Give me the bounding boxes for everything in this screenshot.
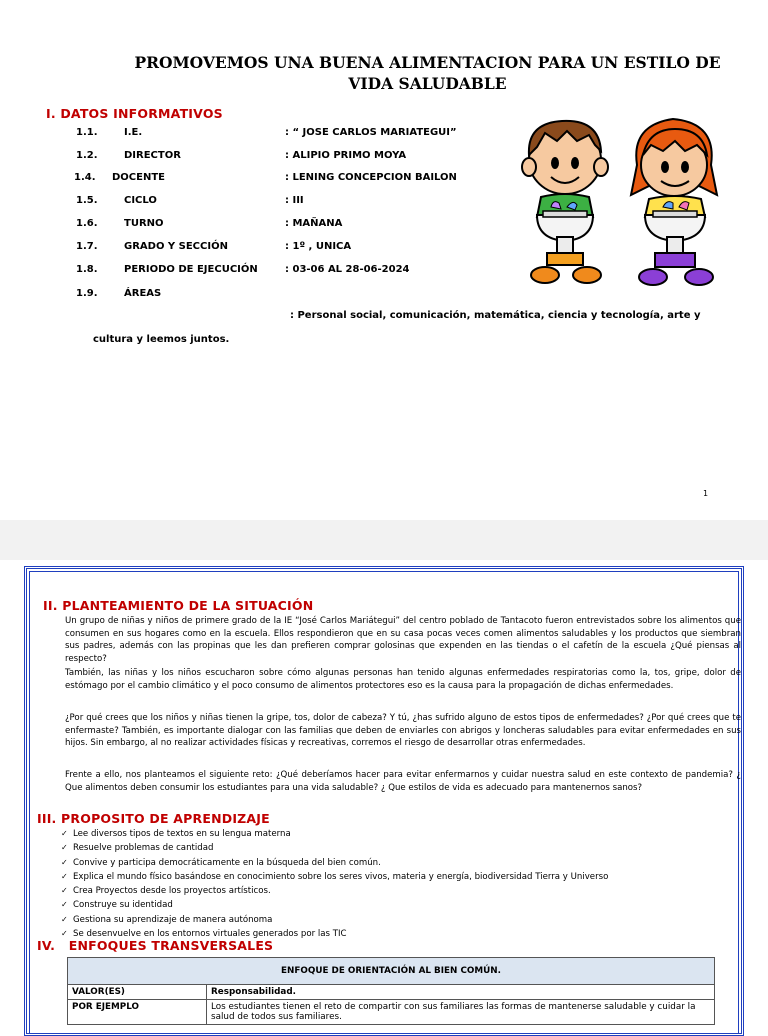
check-icon: ✓ bbox=[61, 900, 68, 910]
row-label-valores: VALOR(ES) bbox=[68, 985, 207, 1000]
info-value: : ALIPIO PRIMO MOYA bbox=[285, 150, 407, 161]
info-num: 1.6. bbox=[76, 218, 98, 229]
purpose-list bbox=[61, 827, 721, 941]
page-number: 1 bbox=[703, 489, 709, 498]
check-icon: ✓ bbox=[61, 914, 68, 924]
info-label: GRADO Y SECCIÓN bbox=[124, 241, 228, 252]
list-item: ✓ Convive y participa democráticamente en la búsqueda del bien común. bbox=[61, 856, 721, 870]
list-item: ✓ Resuelve problemas de cantidad bbox=[61, 841, 721, 855]
children-washing-hands-illustration bbox=[517, 115, 727, 293]
info-num: 1.7. bbox=[76, 241, 98, 252]
info-num: 1.9. bbox=[76, 288, 98, 299]
info-num: 1.4. bbox=[74, 172, 96, 183]
info-label: I.E. bbox=[124, 127, 143, 138]
table-row bbox=[68, 985, 715, 1000]
list-item: ✓ Se desenvuelve en los entornos virtuales generados por las TIC bbox=[61, 927, 721, 941]
title-line-1: PROMOVEMOS UNA BUENA ALIMENTACION PARA UN ESTILO DE bbox=[134, 53, 721, 72]
situation-paragraph-2: También, las niñas y los niños escucharon sobre cómo algunas personas han tenido algunas enfermedades respiratorias como la, tos, gripe, dolor de estómago por el cambio climático y el poco consumo de alimentos protectores eso es la causa para la propagación de dichas enfermedades. bbox=[65, 668, 741, 691]
transversal-approach-table bbox=[67, 957, 715, 1025]
info-label: DIRECTOR bbox=[124, 150, 181, 161]
boy-figure bbox=[522, 121, 608, 283]
title-line-2: VIDA SALUDABLE bbox=[348, 74, 507, 93]
info-num: 1.1. bbox=[76, 127, 98, 138]
info-value: : III bbox=[285, 195, 304, 206]
info-label: CICLO bbox=[124, 195, 157, 206]
info-label: PERIODO DE EJECUCIÓN bbox=[124, 264, 258, 275]
row-value-ejemplo: Los estudiantes tienen el reto de compartir con sus familiares las formas de mantenerse saludable y cuidar la salud de todos sus familiares. bbox=[207, 1000, 715, 1025]
check-icon: ✓ bbox=[61, 857, 68, 867]
info-value: : LENING CONCEPCION BAILON bbox=[285, 172, 457, 183]
info-value: : MAÑANA bbox=[285, 218, 343, 229]
list-item: ✓ Lee diversos tipos de textos en su lengua materna bbox=[61, 827, 721, 841]
check-icon: ✓ bbox=[61, 886, 68, 896]
table-row bbox=[68, 958, 715, 985]
check-icon: ✓ bbox=[61, 843, 68, 853]
list-item: ✓ Gestiona su aprendizaje de manera autónoma bbox=[61, 913, 721, 927]
check-icon: ✓ bbox=[61, 871, 68, 881]
list-item: ✓ Explica el mundo físico basándose en conocimiento sobre los seres vivos, materia y energía, biodiversidad Tierra y Universo bbox=[61, 870, 721, 884]
section-4-heading: IV. ENFOQUES TRANSVERSALES bbox=[37, 938, 274, 953]
situation-paragraph-1: Un grupo de niñas y niños de primere grado de la IE “José Carlos Mariátegui” del centro poblado de Tantacoto fueron entrevistados sobre los alimentos que consumen en sus hogares como en la escuela. Ellos respondieron que en su casa pocas veces comen alimentos saludables y los productos que siembran sus padres, además con las propinas que les dan prefieren comprar golosinas que expenden en las tiendas o el cafetín de la escuela ¿Qué piensas al respecto? bbox=[65, 616, 741, 664]
check-icon: ✓ bbox=[61, 829, 68, 838]
info-num: 1.2. bbox=[76, 150, 98, 161]
info-label: DOCENTE bbox=[112, 172, 165, 183]
row-label-ejemplo: POR EJEMPLO bbox=[68, 1000, 207, 1025]
areas-value-line-2: cultura y leemos juntos. bbox=[93, 334, 230, 345]
list-item: ✓ Crea Proyectos desde los proyectos artísticos. bbox=[61, 884, 721, 898]
page-2-frame bbox=[24, 566, 744, 1036]
table-header: ENFOQUE DE ORIENTACIÓN AL BIEN COMÚN. bbox=[68, 958, 715, 985]
info-num: 1.8. bbox=[76, 264, 98, 275]
girl-figure bbox=[631, 119, 717, 285]
check-icon: ✓ bbox=[61, 929, 68, 939]
info-value: : 03-06 AL 28-06-2024 bbox=[285, 264, 410, 275]
info-value: : “ JOSE CARLOS MARIATEGUI” bbox=[285, 127, 457, 138]
info-label: TURNO bbox=[124, 218, 164, 229]
table-row bbox=[68, 1000, 715, 1025]
situation-paragraph-3: ¿Por qué crees que los niños y niñas tienen la gripe, tos, dolor de cabeza? Y tú, ¿has sufrido alguno de estos tipos de enfermedades? ¿Por qué crees que te enfermaste? También, es importante dialogar con las familias que deben de enviarles con abrigos y loncheras saludables para evitar enfermedades en sus hijos. Sin embargo, al no realizar actividades físicas y recreativas, corremos el riesgo de desarrollar otras enfermedades. bbox=[65, 713, 741, 749]
section-1-heading: I. DATOS INFORMATIVOS bbox=[46, 106, 223, 121]
row-value-valores: Responsabilidad. bbox=[207, 985, 715, 1000]
page-gap bbox=[0, 520, 768, 560]
info-num: 1.5. bbox=[76, 195, 98, 206]
document-title bbox=[100, 52, 755, 94]
situation-paragraph-4: Frente a ello, nos planteamos el siguiente reto: ¿Qué deberíamos hacer para evitar enfermarnos y cuidar nuestra salud en este contexto de pandemia? ¿ Que alimentos deben consumir los estudiantes para una vida saludable? ¿ Que estilos de vida es adecuado para mantenernos sanos? bbox=[65, 770, 741, 793]
info-value: : 1º , UNICA bbox=[285, 241, 352, 252]
areas-value-line-1: : Personal social, comunicación, matemática, ciencia y tecnología, arte y bbox=[290, 310, 701, 321]
list-item: ✓ Construye su identidad bbox=[61, 898, 721, 912]
section-3-heading: III. PROPOSITO DE APRENDIZAJE bbox=[37, 811, 270, 826]
section-2-heading: II. PLANTEAMIENTO DE LA SITUACIÓN bbox=[43, 598, 314, 613]
info-label: ÁREAS bbox=[124, 288, 162, 299]
